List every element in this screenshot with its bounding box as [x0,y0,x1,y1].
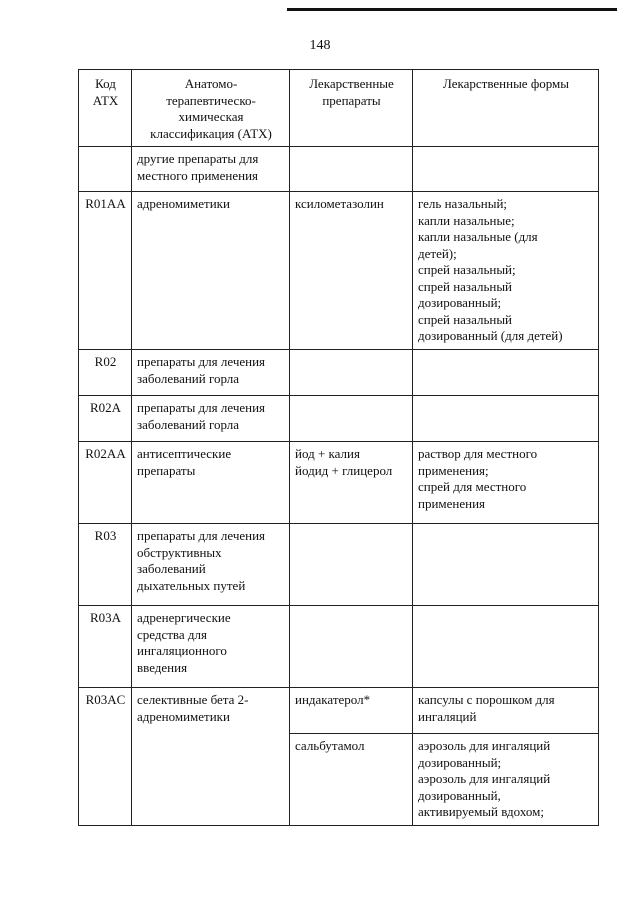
atx-code-cell: R02A [79,396,132,442]
classification-cell: антисептические препараты [132,442,290,524]
drug-name-cell [290,524,413,606]
header-forms: Лекарственные формы [413,70,599,147]
table-row [79,442,599,524]
classification-cell: адренергические средства для ингаляционного введения [132,606,290,688]
table-row [79,147,599,192]
classification-cell: препараты для лечения обструктивных заболеваний дыхательных путей [132,524,290,606]
classification-cell: селективные бета 2- адреномиметики [132,688,290,826]
atx-code-cell: R02AA [79,442,132,524]
atx-code-cell: R03AC [79,688,132,826]
drug-name-cell: йод + калия йодид + глицерол [290,442,413,524]
drug-name-cell: ксилометазолин [290,192,413,350]
classification-cell: препараты для лечения заболеваний горла [132,350,290,396]
table-row [79,606,599,688]
dosage-forms-cell [413,606,599,688]
classification-cell: адреномиметики [132,192,290,350]
page-number: 148 [309,38,331,53]
dosage-forms-cell: капсулы с порошком для ингаляций [413,688,599,734]
table-row [79,396,599,442]
atx-code-cell: R03 [79,524,132,606]
classification-cell: препараты для лечения заболеваний горла [132,396,290,442]
dosage-forms-cell [413,396,599,442]
drug-name-cell [290,147,413,192]
atx-code-cell: R03A [79,606,132,688]
classification-cell: другие препараты для местного применения [132,147,290,192]
atx-code-cell: R01AA [79,192,132,350]
header-code: Код АТХ [79,70,132,147]
dosage-forms-cell [413,350,599,396]
table-row [79,688,599,734]
table-row [79,192,599,350]
dosage-forms-cell: гель назальный; капли назальные; капли назальные (для детей); спрей назальный; спрей назальный дозированный; спрей назальный дозированный (для детей) [413,192,599,350]
dosage-forms-cell: раствор для местного применения; спрей для местного применения [413,442,599,524]
drug-name-cell: сальбутамол [290,734,413,826]
atx-table [78,69,599,826]
dosage-forms-cell [413,147,599,192]
header-classification: Анатомо- терапевтическо- химическая классификация (АТХ) [132,70,290,147]
atx-code-cell [79,147,132,192]
atx-code-cell: R02 [79,350,132,396]
drug-name-cell [290,396,413,442]
header-drugs: Лекарственные препараты [290,70,413,147]
dosage-forms-cell [413,524,599,606]
top-rule [287,8,617,11]
drug-name-cell [290,350,413,396]
table-row [79,350,599,396]
table-header-row [79,70,599,147]
drug-name-cell [290,606,413,688]
table-body [79,147,599,826]
drug-name-cell: индакатерол* [290,688,413,734]
dosage-forms-cell: аэрозоль для ингаляций дозированный; аэрозоль для ингаляций дозированный, активируемый вдохом; [413,734,599,826]
table-row [79,524,599,606]
